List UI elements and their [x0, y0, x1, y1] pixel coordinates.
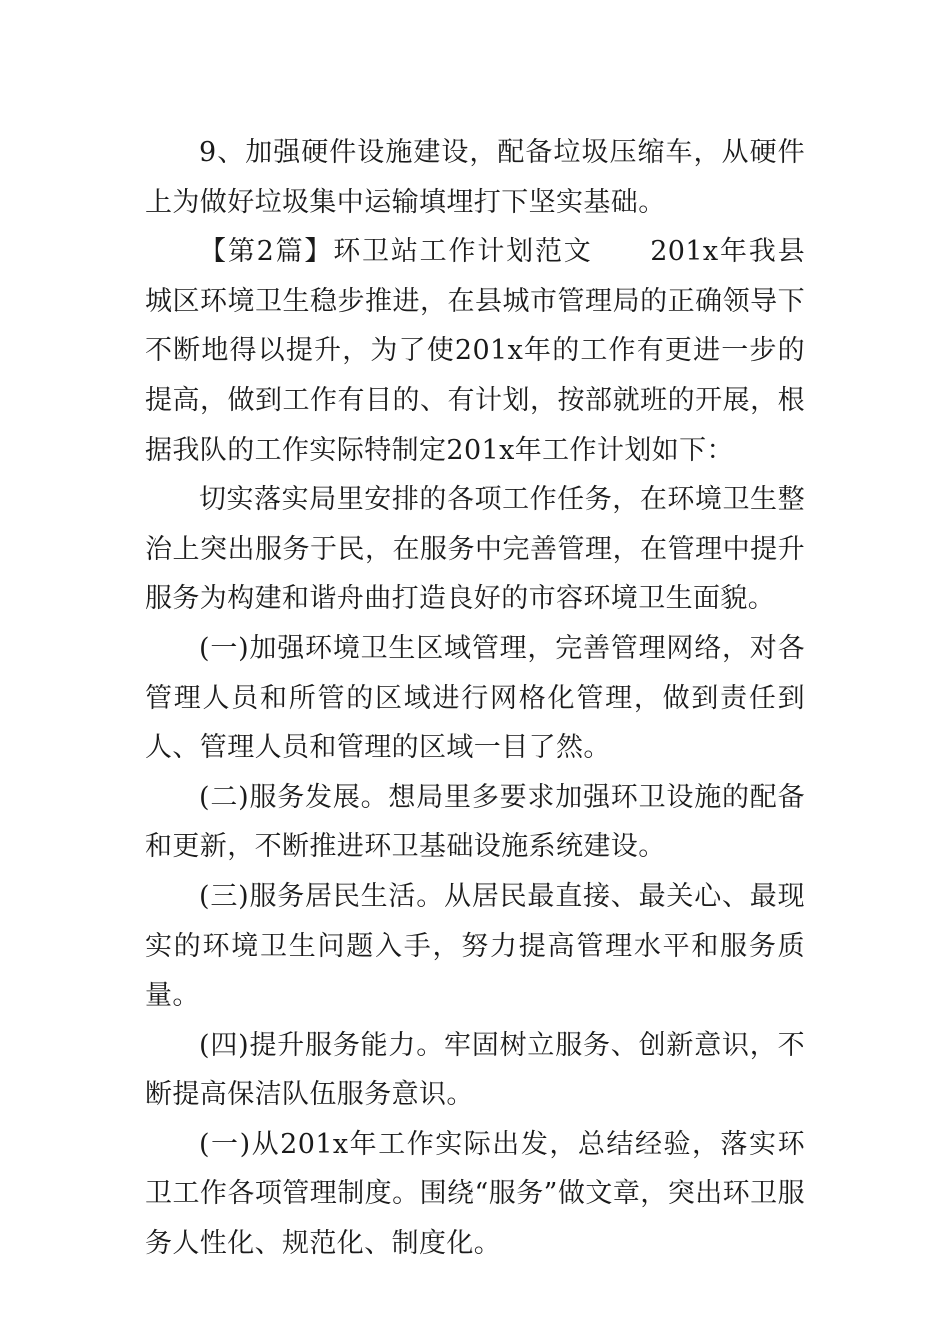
paragraph-item-1-area-management: (一)加强环境卫生区域管理，完善管理网络，对各管理人员和所管的区域进行网格化管理，做到责任到人、管理人员和管理的区域一目了然。: [145, 632, 805, 764]
paragraph-implement-tasks: 切实落实局里安排的各项工作任务，在环境卫生整治上突出服务于民，在服务中完善管理，在管理中提升服务为构建和谐舟曲打造良好的市容环境卫生面貌。: [145, 484, 805, 615]
paragraph-article-2-intro: 【第2篇】环卫站工作计划范文 201x年我县城区环境卫生稳步推进，在县城市管理局的正确领导下不断地得以提升，为了使201x年的工作有更进一步的提高，做到工作有目的、有计划，按部就班的开展，根据我队的工作实际特制定201x年工作计划如下：: [145, 236, 805, 466]
paragraph-item-2-service-development: (二)服务发展。想局里多要求加强环卫设施的配备和更新，不断推进环卫基础设施系统建设。: [145, 781, 805, 863]
paragraph-hardware-facilities: 9、加强硬件设施建设，配备垃圾压缩车，从硬件上为做好垃圾集中运输填埋打下坚实基础。: [145, 137, 805, 218]
paragraph-item-1-management-system: (一)从201x年工作实际出发，总结经验，落实环卫工作各项管理制度。围绕“服务”做文章，突出环卫服务人性化、规范化、制度化。: [145, 1128, 805, 1260]
document-body: [145, 128, 805, 1269]
paragraph-item-4-service-ability: (四)提升服务能力。牢固树立服务、创新意识，不断提高保洁队伍服务意识。: [145, 1029, 805, 1111]
paragraph-item-3-resident-life: (三)服务居民生活。从居民最直接、最关心、最现实的环境卫生问题入手，努力提高管理水平和服务质量。: [145, 880, 805, 1012]
